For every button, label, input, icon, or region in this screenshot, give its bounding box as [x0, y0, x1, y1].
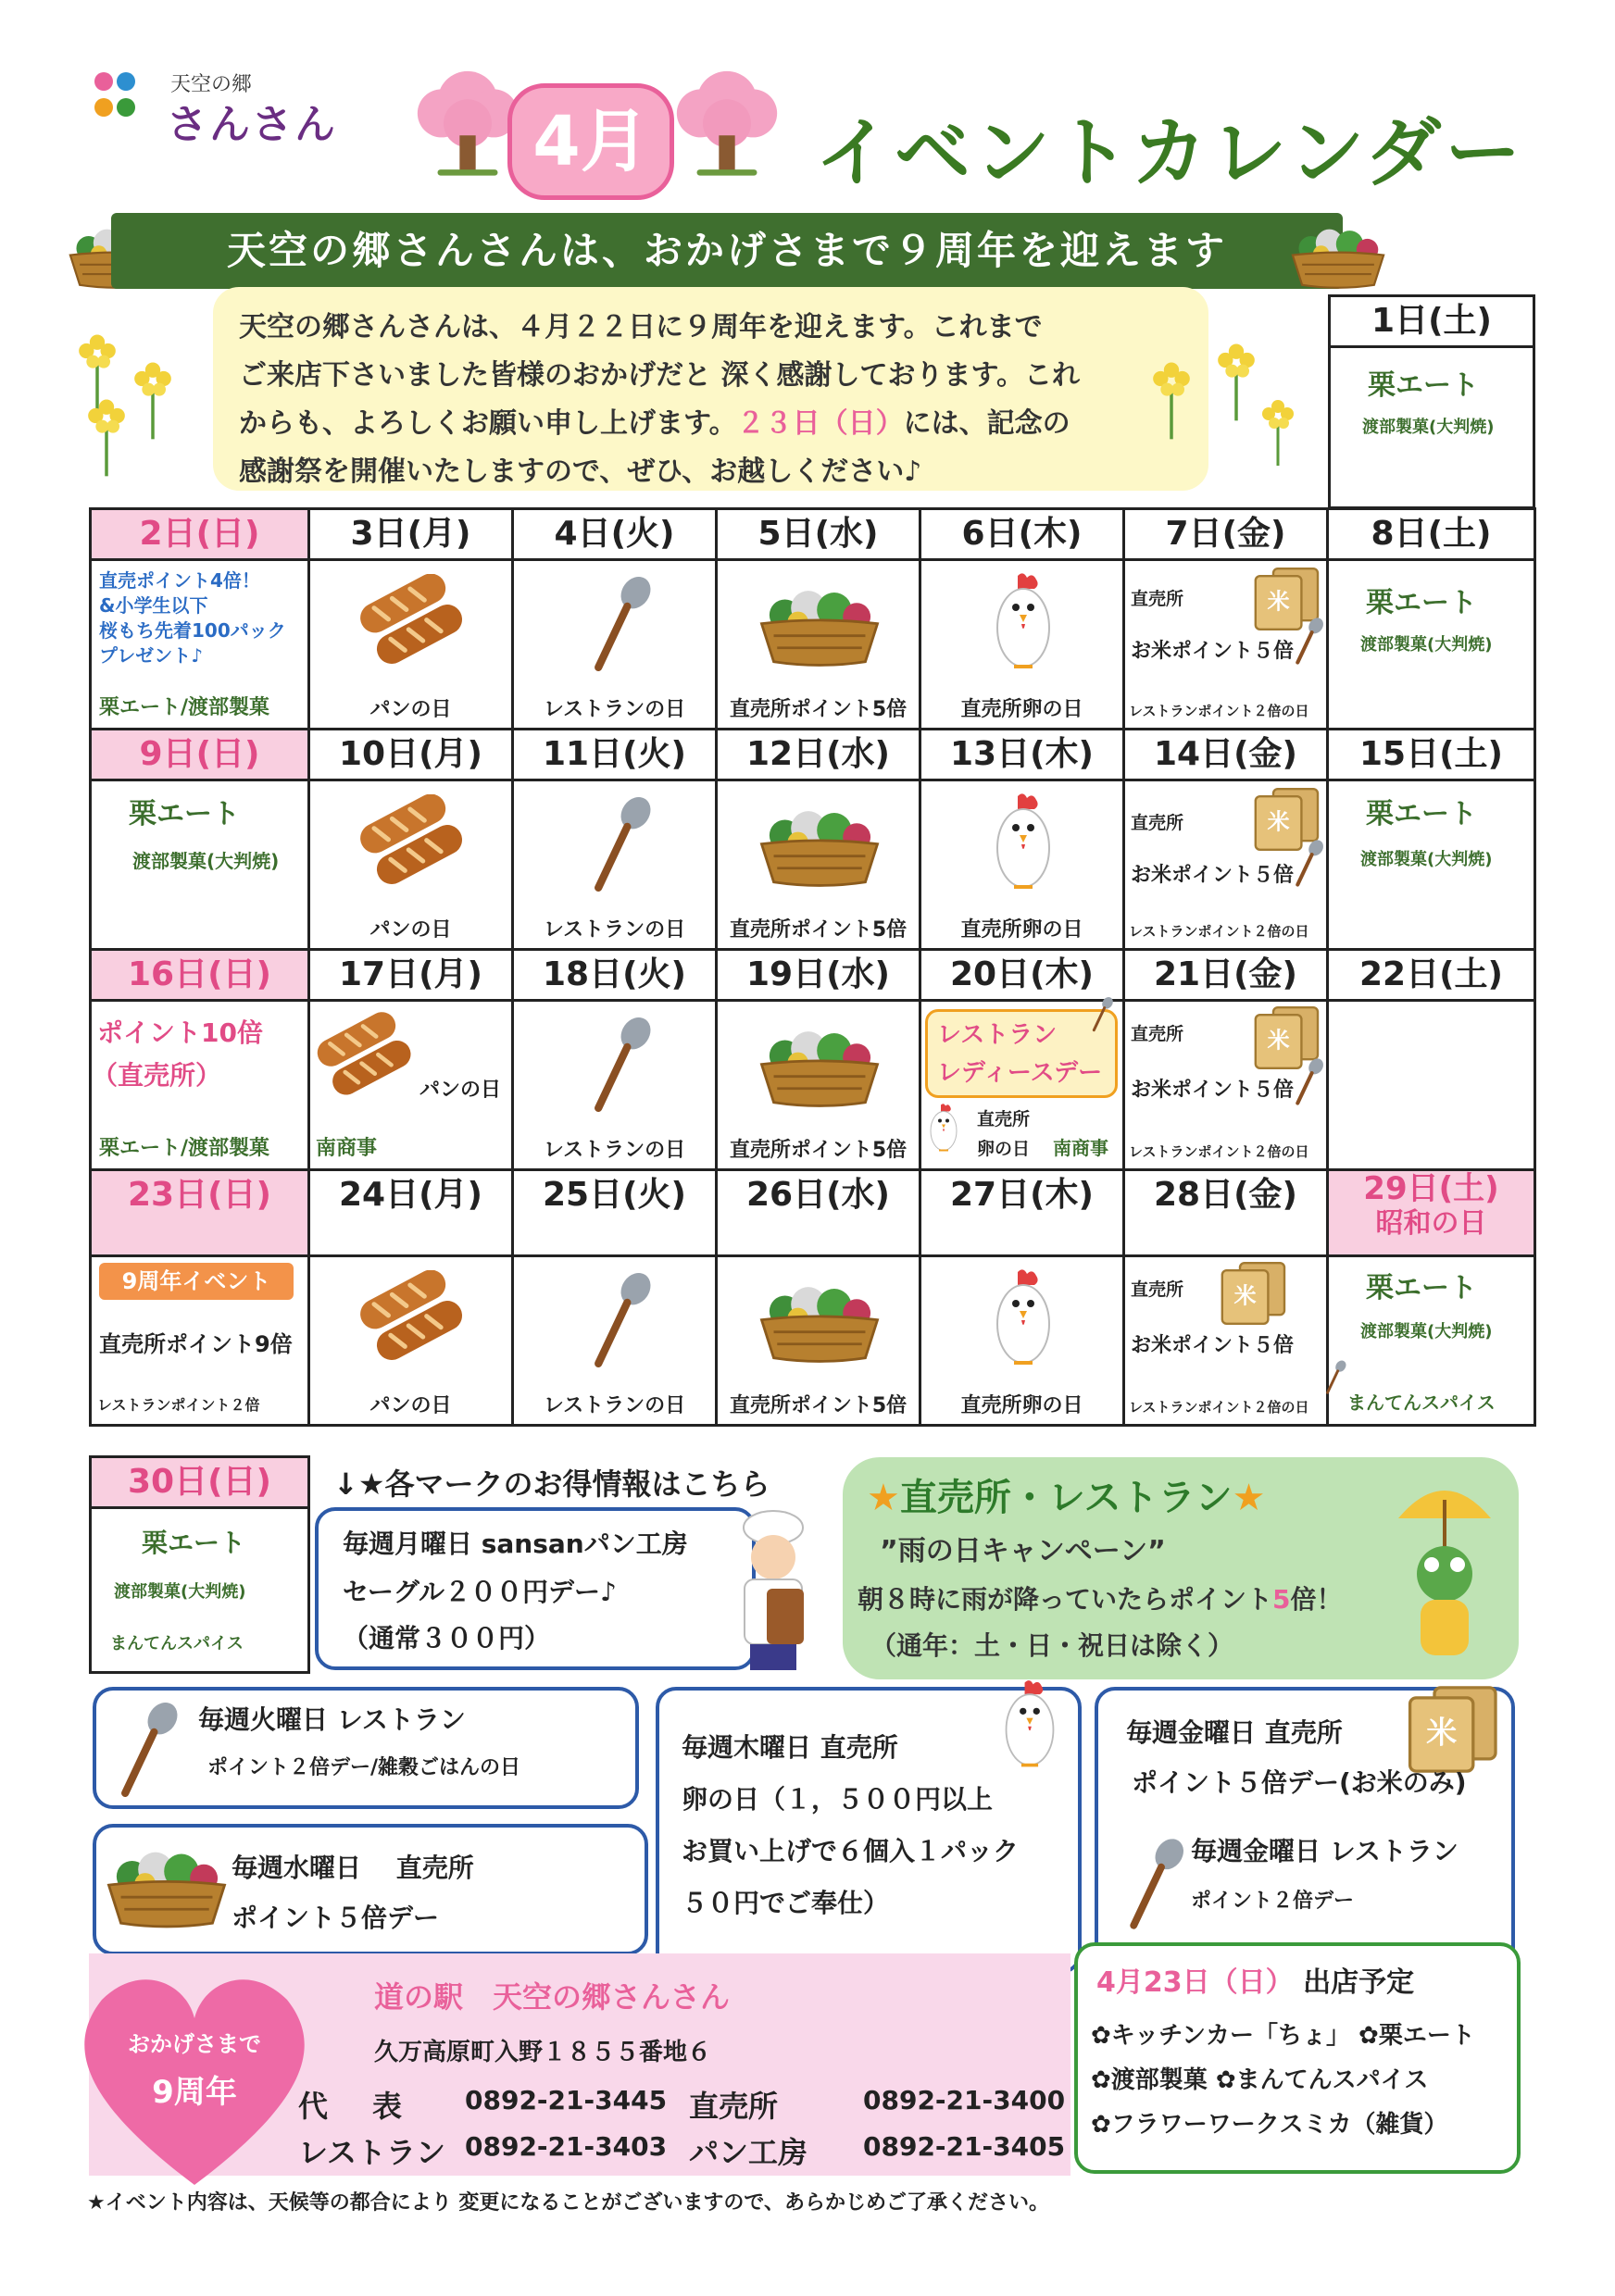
month-badge: 4月 — [507, 83, 674, 200]
flower-bullet-icon: ✿ — [1091, 2022, 1111, 2050]
rapeseed-flower-icon — [1250, 389, 1306, 472]
event-label: 卵の日 — [977, 1139, 1031, 1159]
event-label: パンの日 — [419, 1079, 502, 1102]
day-header: 1日(土) — [1331, 297, 1533, 348]
info-text: （通常３００円） — [343, 1623, 551, 1653]
vendor-text: 栗エート — [1366, 587, 1477, 619]
info-text: ポイント５倍デー — [232, 1903, 440, 1933]
day-header: 3日(月) — [309, 509, 513, 560]
event-label: 直売所ポイント5倍 — [729, 698, 908, 721]
calendar-grid — [89, 507, 1536, 1427]
frog-umbrella-icon — [1389, 1463, 1500, 1666]
info-text: ５０円でご奉仕） — [682, 1888, 890, 1918]
vendor-text: 南商事 — [316, 1137, 378, 1160]
info-text: ポイント５倍デー(お米のみ) — [1132, 1767, 1467, 1798]
contact-label: パン工房 — [689, 2135, 808, 2170]
message-line: からも、よろしくお願い申し上げます。２３日（日）には、記念の — [239, 407, 1070, 440]
day-cell-10 — [309, 780, 513, 950]
day-cell-3 — [309, 560, 513, 730]
day-header: 4日(火) — [513, 509, 717, 560]
vendor-text: 渡部製菓(大判焼) — [1362, 418, 1495, 437]
event-label: 直売所ポイント5倍 — [729, 918, 908, 942]
event-label: 直売所卵の日 — [960, 918, 1083, 942]
info-text: 毎週水曜日 直売所 — [232, 1853, 474, 1883]
day-header: 20日(木) — [920, 950, 1124, 1001]
flower-bullet-icon: ✿ — [1215, 2066, 1236, 2094]
event-label: レストランポイント２倍の日 — [1129, 923, 1309, 940]
day-header: 5日(水) — [717, 509, 920, 560]
rapeseed-flower-icon — [74, 389, 139, 481]
store-line: ✿キッチンカー「ちょ」 ✿栗エート — [1091, 2022, 1475, 2050]
vendor-text: 栗エート — [129, 798, 240, 830]
day-cell-7 — [1124, 560, 1328, 730]
vegetable-basket-icon — [755, 1278, 884, 1366]
day-cell-29 — [1328, 1256, 1535, 1426]
event-label: レストランの日 — [543, 1394, 686, 1417]
star-icon: ★ — [1232, 1477, 1266, 1519]
info-text: 毎週金曜日 直売所 — [1126, 1717, 1343, 1748]
vendor-text: まんてんスパイス — [110, 1634, 244, 1653]
info-text: お買い上げで６個入１パック — [682, 1836, 1020, 1866]
event-text: （直売所） — [92, 1060, 222, 1091]
info-text: ポイント２倍デー/雑穀ごはんの日 — [207, 1756, 521, 1779]
logo-dots-icon — [93, 70, 141, 135]
info-text: セーグル２００円デー♪ — [343, 1577, 617, 1607]
day-header-date: 29日(土) — [1363, 1170, 1499, 1207]
day-cell-11 — [513, 780, 717, 950]
spoon-icon — [1292, 839, 1325, 889]
contact-label: 代 表 — [298, 2089, 410, 2124]
vegetable-basket-icon — [755, 581, 884, 669]
day-header: 16日(日) — [91, 950, 309, 1001]
day-header: 12日(水) — [717, 730, 920, 780]
spoon-icon — [1292, 1057, 1325, 1107]
day-cell-16 — [91, 1001, 309, 1170]
event-label: お米ポイント５倍 — [1131, 864, 1295, 887]
event-label: 直売所 — [1131, 813, 1184, 833]
day-header: 9日(日) — [91, 730, 309, 780]
day-header: 15日(土) — [1328, 730, 1535, 780]
cherry-tree-right-icon — [667, 65, 787, 176]
vendor-text: 栗エート/渡部製菓 — [99, 1137, 270, 1160]
vendor-text: 栗エート — [1366, 1272, 1477, 1304]
day-cell-24 — [309, 1256, 513, 1426]
day-header: 10日(月) — [309, 730, 513, 780]
event-label: レストランポイント２倍の日 — [1129, 703, 1309, 719]
event-label: 直売所 — [1131, 589, 1184, 609]
day-cell-9 — [91, 780, 309, 950]
contact-label: レストラン — [298, 2135, 446, 2170]
event-label: 直売所 — [1131, 1024, 1184, 1044]
day-cell-15 — [1328, 780, 1535, 950]
day-cell-8 — [1328, 560, 1535, 730]
event-text: &小学生以下 — [99, 594, 208, 617]
store-line: ✿フラワーワークスミカ（雑貨） — [1091, 2111, 1448, 2139]
anniversary-message — [213, 287, 1208, 491]
day-header: 27日(木) — [920, 1170, 1124, 1256]
vendor-text: 栗エート — [1368, 369, 1479, 402]
contact-phone: 0892-21-3400 — [863, 2085, 1066, 2115]
rice-bag-icon — [1218, 1259, 1292, 1328]
baker-icon — [722, 1509, 824, 1676]
wednesday-info-box — [93, 1824, 648, 1955]
vendor-text: 渡部製菓(大判焼) — [1360, 635, 1493, 655]
spoon-icon — [583, 1015, 657, 1117]
event-label: 直売所卵の日 — [960, 698, 1083, 721]
day-header: 21日(金) — [1124, 950, 1328, 1001]
day-cell-30 — [89, 1455, 310, 1674]
contact-phone: 0892-21-3445 — [465, 2085, 668, 2115]
event-label: パンの日 — [369, 698, 452, 721]
day-cell-1 — [1328, 294, 1535, 509]
day-header: 24日(月) — [309, 1170, 513, 1256]
day-cell-23 — [91, 1256, 309, 1426]
day-cell-4 — [513, 560, 717, 730]
day-cell-2 — [91, 560, 309, 730]
day-header: 18日(火) — [513, 950, 717, 1001]
day-header: 25日(火) — [513, 1170, 717, 1256]
star-icon: ★ — [867, 1477, 900, 1519]
hen-icon — [986, 791, 1060, 892]
day-header: 6日(木) — [920, 509, 1124, 560]
rain-title: ★直売所・レストラン★ — [867, 1477, 1266, 1519]
day-cell-12 — [717, 780, 920, 950]
station-address: 久万高原町入野１８５５番地６ — [374, 2039, 712, 2066]
event-text: プレゼント♪ — [99, 644, 203, 667]
event-label: パンの日 — [369, 918, 452, 942]
vendor-text: 栗エート/渡部製菓 — [99, 696, 270, 719]
info-text: 毎週火曜日 レストラン — [198, 1704, 466, 1735]
event-text: ポイント10倍 — [97, 1017, 263, 1048]
event-text: 直売ポイント4倍！ — [99, 569, 260, 592]
event-text: 桜もち先着100パック — [99, 619, 286, 642]
vegetable-basket-icon — [755, 802, 884, 890]
day-cell-6 — [920, 560, 1124, 730]
flower-bullet-icon: ✿ — [1358, 2022, 1379, 2050]
friday-info-box — [1095, 1687, 1515, 1968]
vendor-text: 渡部製菓(大判焼) — [1360, 1322, 1493, 1341]
bread-icon — [357, 794, 468, 887]
vegetable-basket-icon — [102, 1841, 232, 1933]
spoon-icon — [1292, 617, 1325, 667]
rain-text: （通年：土・日・祝日は除く） — [870, 1630, 1234, 1661]
vendor-text: 栗エート — [1366, 798, 1477, 830]
message-line: 天空の郷さんさんは、４月２２日に９周年を迎えます。これまで — [239, 311, 1043, 343]
event-label: レストランポイント２倍の日 — [1129, 1399, 1309, 1416]
message-line: 感謝祭を開催いたしますので、ぜひ、お越しください♪ — [239, 455, 922, 488]
anniversary-banner: 天空の郷さんさんは、おかげさまで９周年を迎えます — [111, 213, 1343, 289]
event-text: レストランポイント２倍 — [97, 1396, 260, 1414]
rain-subtitle: ”雨の日キャンペーン” — [880, 1535, 1166, 1567]
store-schedule-box — [1074, 1942, 1521, 2174]
hen-icon — [986, 1267, 1060, 1368]
flower-basket-right-icon — [1287, 206, 1389, 307]
anniversary-event-badge: 9周年イベント — [99, 1263, 294, 1300]
vendor-text: 栗エート — [142, 1528, 246, 1558]
flower-bullet-icon: ✿ — [1091, 2066, 1111, 2094]
thursday-info-box — [656, 1687, 1082, 1974]
hen-icon — [993, 1678, 1067, 1770]
day-header: 28日(金) — [1124, 1170, 1328, 1256]
vendor-text: 渡部製菓(大判焼) — [132, 850, 280, 872]
event-label: レストランポイント２倍の日 — [1129, 1143, 1309, 1160]
holiday-name: 昭和の日 — [1375, 1207, 1487, 1240]
day-cell-25 — [513, 1256, 717, 1426]
event-text: 直売所ポイント9倍 — [99, 1331, 293, 1357]
event-label: 直売所 — [1131, 1279, 1184, 1300]
page-title: イベントカレンダー — [815, 109, 1525, 197]
disclaimer-note: ★イベント内容は、天候等の都合により 変更になることがございますので、あらかじめご了承ください。 — [87, 2191, 1049, 2215]
day-cell-28 — [1124, 1256, 1328, 1426]
info-text: ポイント２倍デー — [1191, 1890, 1355, 1913]
bread-icon — [357, 1270, 468, 1363]
event-label: お米ポイント５倍 — [1131, 640, 1295, 663]
event-label: レストランの日 — [543, 698, 686, 721]
store-line: ✿渡部製菓 ✿まんてんスパイス — [1091, 2066, 1429, 2094]
spoon-icon — [106, 1700, 189, 1802]
spoon-icon — [1323, 1359, 1347, 1396]
day-cell-19 — [717, 1001, 920, 1170]
vendor-text: まんてんスパイス — [1347, 1391, 1496, 1414]
info-text: 毎週金曜日 レストラン — [1191, 1836, 1459, 1866]
info-text: 毎週月曜日 sansanパン工房 — [343, 1529, 688, 1559]
event-label: お米ポイント５倍 — [1131, 1079, 1295, 1102]
day-header: 14日(金) — [1124, 730, 1328, 780]
contact-phone: 0892-21-3403 — [465, 2131, 668, 2162]
day-cell-18 — [513, 1001, 717, 1170]
vendor-text: 渡部製菓(大判焼) — [1360, 850, 1493, 869]
day-cell-27 — [920, 1256, 1124, 1426]
info-text: 卵の日（１，５００円以上 — [682, 1784, 994, 1815]
spoon-icon — [583, 574, 657, 676]
event-label: 直売所卵の日 — [960, 1394, 1083, 1417]
day-header: 8日(土) — [1328, 509, 1535, 560]
heart-text: おかげさまで — [128, 2031, 261, 2057]
day-header: 17日(月) — [309, 950, 513, 1001]
rain-text: 朝８時に雨が降っていたらポイント5倍！ — [858, 1584, 1343, 1615]
event-label: お米ポイント５倍 — [1131, 1334, 1295, 1357]
day-cell-17 — [309, 1001, 513, 1170]
spoon-icon — [583, 794, 657, 896]
event-label: 直売所ポイント5倍 — [729, 1139, 908, 1162]
day-header: 13日(木) — [920, 730, 1124, 780]
day-cell-5 — [717, 560, 920, 730]
logo-bottom-text: さんさん — [167, 101, 337, 148]
legend-title: ↓★各マークのお得情報はこちら — [333, 1466, 770, 1502]
info-text: 毎週木曜日 直売所 — [682, 1732, 898, 1763]
day-header: 19日(水) — [717, 950, 920, 1001]
event-label: 直売所 — [977, 1109, 1031, 1129]
spoon-icon — [583, 1270, 657, 1372]
day-header: 2日(日) — [91, 509, 309, 560]
event-text: レストラン — [937, 1021, 1058, 1049]
event-label: 直売所ポイント5倍 — [729, 1394, 908, 1417]
monday-info-box — [315, 1507, 756, 1670]
message-line: ご来店下さいました皆様のおかげだと 深く感謝しております。これ — [239, 359, 1081, 392]
contact-label: 直売所 — [689, 2089, 779, 2124]
day-cell-26 — [717, 1256, 920, 1426]
bread-icon — [314, 1011, 416, 1099]
logo-top-text: 天空の郷 — [170, 73, 253, 96]
day-header: 30日(日) — [92, 1458, 307, 1509]
vendor-text: 南商事 — [1053, 1137, 1108, 1159]
day-cell-21 — [1124, 1001, 1328, 1170]
spoon-icon — [1088, 996, 1116, 1033]
vendor-text: 渡部製菓(大判焼) — [114, 1582, 246, 1602]
day-header: 23日(日) — [91, 1170, 309, 1256]
hen-icon — [925, 1102, 962, 1154]
event-text: レディースデー — [937, 1059, 1103, 1087]
day-header — [1328, 1170, 1535, 1256]
day-header: 11日(火) — [513, 730, 717, 780]
day-header: 7日(金) — [1124, 509, 1328, 560]
heart-text: 9周年 — [152, 2074, 237, 2111]
store-title: 4月23日（日） 出店予定 — [1096, 1966, 1415, 1999]
event-label: レストランの日 — [543, 1139, 686, 1162]
tuesday-info-box — [93, 1687, 639, 1809]
day-header: 26日(水) — [717, 1170, 920, 1256]
contact-phone: 0892-21-3405 — [863, 2131, 1066, 2162]
day-cell-13 — [920, 780, 1124, 950]
event-label: レストランの日 — [543, 918, 686, 942]
rapeseed-flower-icon — [1139, 352, 1204, 444]
station-name: 道の駅 天空の郷さんさん — [374, 1979, 731, 2015]
flower-bullet-icon: ✿ — [1091, 2111, 1111, 2139]
day-cell-22 — [1328, 1001, 1535, 1170]
day-cell-20 — [920, 1001, 1124, 1170]
bread-icon — [357, 574, 468, 667]
vegetable-basket-icon — [755, 1022, 884, 1110]
day-header: 22日(土) — [1328, 950, 1535, 1001]
hen-icon — [986, 570, 1060, 672]
event-label: パンの日 — [369, 1394, 452, 1417]
day-cell-14 — [1124, 780, 1328, 950]
spoon-icon — [1122, 1829, 1187, 1940]
